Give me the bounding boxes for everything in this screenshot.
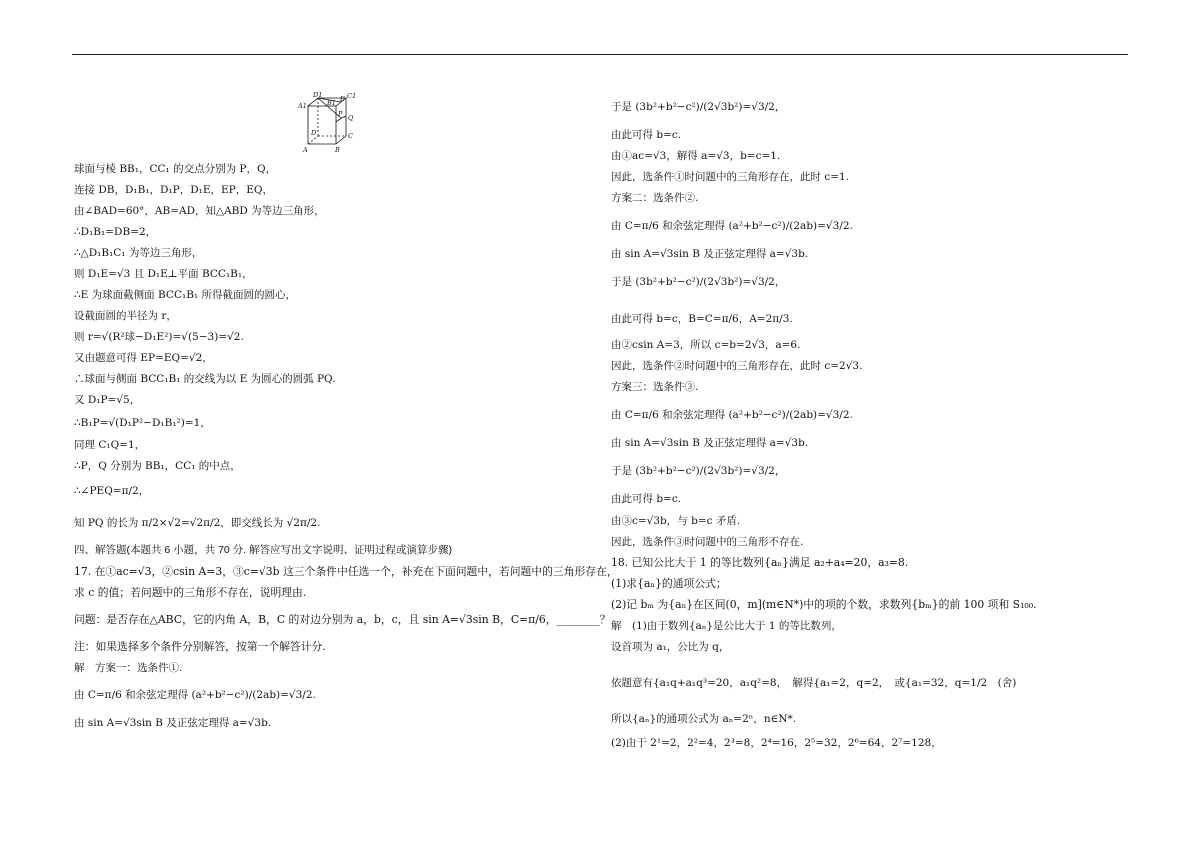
question-18-part-2: (2)记 bₘ 为{aₙ}在区间(0，m](m∈N*)中的项的个数，求数列{bₘ}的前 100 项和 S₁₀₀. [611,598,1037,611]
text-line: 由∠BAD=60°，AB=AD，知△ABD 为等边三角形， [74,205,325,217]
text-line: 由此可得 b=c. [611,493,682,505]
text-line: 球面与棱 BB₁，CC₁ 的交点分别为 P，Q， [74,163,277,175]
text-line: 解 方案一：选条件①. [74,662,183,674]
text-line: 则 D₁E=√3 且 D₁E⊥平面 BCC₁B₁， [74,268,253,280]
label-q: Q [348,114,354,122]
label-a1: A1 [298,102,307,110]
text-line: 又 D₁P=√5， [74,394,141,406]
text-line: 由 C=π/6 和余弦定理得 (a²+b²−c²)/(2ab)=√3/2. [611,409,853,421]
text-line: 由 sin A=√3sin B 及正弦定理得 a=√3b. [611,248,809,260]
label-c: C [348,132,353,140]
header-rule [72,54,1128,55]
text-line: 同理 C₁Q=1， [74,439,146,451]
text-line: ∴∠PEQ=π/2， [74,485,150,497]
text-line: ∴△D₁B₁C₁ 为等边三角形， [74,247,203,259]
text-line: 连接 DB，D₁B₁，D₁P，D₁E，EP，EQ， [74,184,274,196]
section-heading: 四、解答题(本题共 6 小题，共 70 分. 解答应写出文字说明、证明过程或演算步骤) [74,544,453,556]
text-line: 由此可得 b=c，B=C=π/6，A=2π/3. [611,313,793,325]
label-a: A [303,146,308,154]
label-c1: C1 [347,92,357,100]
text-line: 因此，选条件②时问题中的三角形存在，此时 c=2√3. [611,360,863,372]
text-line: 因此，选条件①时问题中的三角形存在，此时 c=1. [611,171,850,183]
text-line: 由①ac=√3，解得 a=√3，b=c=1. [611,150,781,162]
text-line: 因此，选条件③时问题中的三角形不存在. [611,536,804,548]
question-18: 18. 已知公比大于 1 的等比数列{aₙ}满足 a₂+a₄=20，a₃=8. [611,556,909,569]
text-line: 方案三：选条件③. [611,381,699,393]
prism-figure [296,92,366,154]
left-column [74,92,574,156]
text-line: 又由题意可得 EP=EQ=√2， [74,352,213,364]
text-line: 由③c=√3b，与 b=c 矛盾. [611,515,741,527]
text-line: 知 PQ 的长为 π/2×√2=√2π/2，即交线长为 √2π/2. [74,517,321,529]
text-line: ∴D₁B₁=DB=2， [74,226,157,238]
text-line: 由 C=π/6 和余弦定理得 (a²+b²−c²)/(2ab)=√3/2. [74,689,316,701]
text-line: ∴E 为球面截侧面 BCC₁B₁ 所得截面圆的圆心， [74,289,296,301]
text-line: 于是 (3b²+b²−c²)/(2√3b²)=√3/2， [611,101,786,113]
text-line: 由②csin A=3，所以 c=b=2√3，a=6. [611,339,801,351]
question-17-line-2: 求 c 的值；若问题中的三角形不存在，说明理由. [74,586,307,599]
text-line: 设首项为 a₁，公比为 q， [611,641,730,653]
label-b1: B1 [327,99,336,107]
text-line: ∴球面与侧面 BCC₁B₁ 的交线为以 E 为圆心的圆弧 PQ. [74,373,336,385]
text-line: 所以{aₙ}的通项公式为 aₙ=2ⁿ，n∈N*. [611,713,797,725]
text-line: 依题意有{a₁q+a₁q³=20，a₁q²=8， 解得{a₁=2，q=2， 或{a₁=32，q=1/2 (舍) [611,677,1017,689]
question-17-line-1: 17. 在①ac=√3，②csin A=3，③c=√3b 这三个条件中任选一个，补充在下面问题中，若问题中的三角形存在， [74,565,618,578]
text-line: 于是 (3b²+b²−c²)/(2√3b²)=√3/2， [611,276,786,288]
question-17-note: 注：如果选择多个条件分别解答，按第一个解答计分. [74,640,326,653]
text-line: ∴B₁P=√(D₁P²−D₁B₁²)=1， [74,417,211,429]
text-line: 于是 (3b²+b²−c²)/(2√3b²)=√3/2， [611,465,786,477]
prism-diagram [296,92,366,154]
text-line: ∴P，Q 分别为 BB₁，CC₁ 的中点， [74,460,241,472]
text-line: 则 r=√(R²球−D₁E²)=√(5−3)=√2. [74,331,244,343]
question-17-problem: 问题：是否存在△ABC，它的内角 A，B，C 的对边分别为 a，b，c，且 sin A=√3sin B，C=π/6，________？ [74,613,611,626]
label-d1: D1 [313,92,323,99]
text-line: 由 sin A=√3sin B 及正弦定理得 a=√3b. [611,437,809,449]
label-b: B [335,146,340,154]
label-e: E [340,95,345,103]
question-18-part-1: (1)求{aₙ}的通项公式； [611,577,727,590]
label-d: D [311,129,317,137]
text-line: 由此可得 b=c. [611,129,682,141]
text-line: 解 (1)由于数列{aₙ}是公比大于 1 的等比数列， [611,620,842,632]
text-line: 设截面圆的半径为 r， [74,310,177,322]
label-p: P [338,110,343,118]
text-line: 方案二：选条件②. [611,192,699,204]
text-line: (2)由于 2¹=2，2²=4，2³=8，2⁴=16，2⁵=32，2⁶=64，2⁷=128， [611,737,942,749]
text-line: 由 C=π/6 和余弦定理得 (a²+b²−c²)/(2ab)=√3/2. [611,220,853,232]
text-line: 由 sin A=√3sin B 及正弦定理得 a=√3b. [74,717,272,729]
